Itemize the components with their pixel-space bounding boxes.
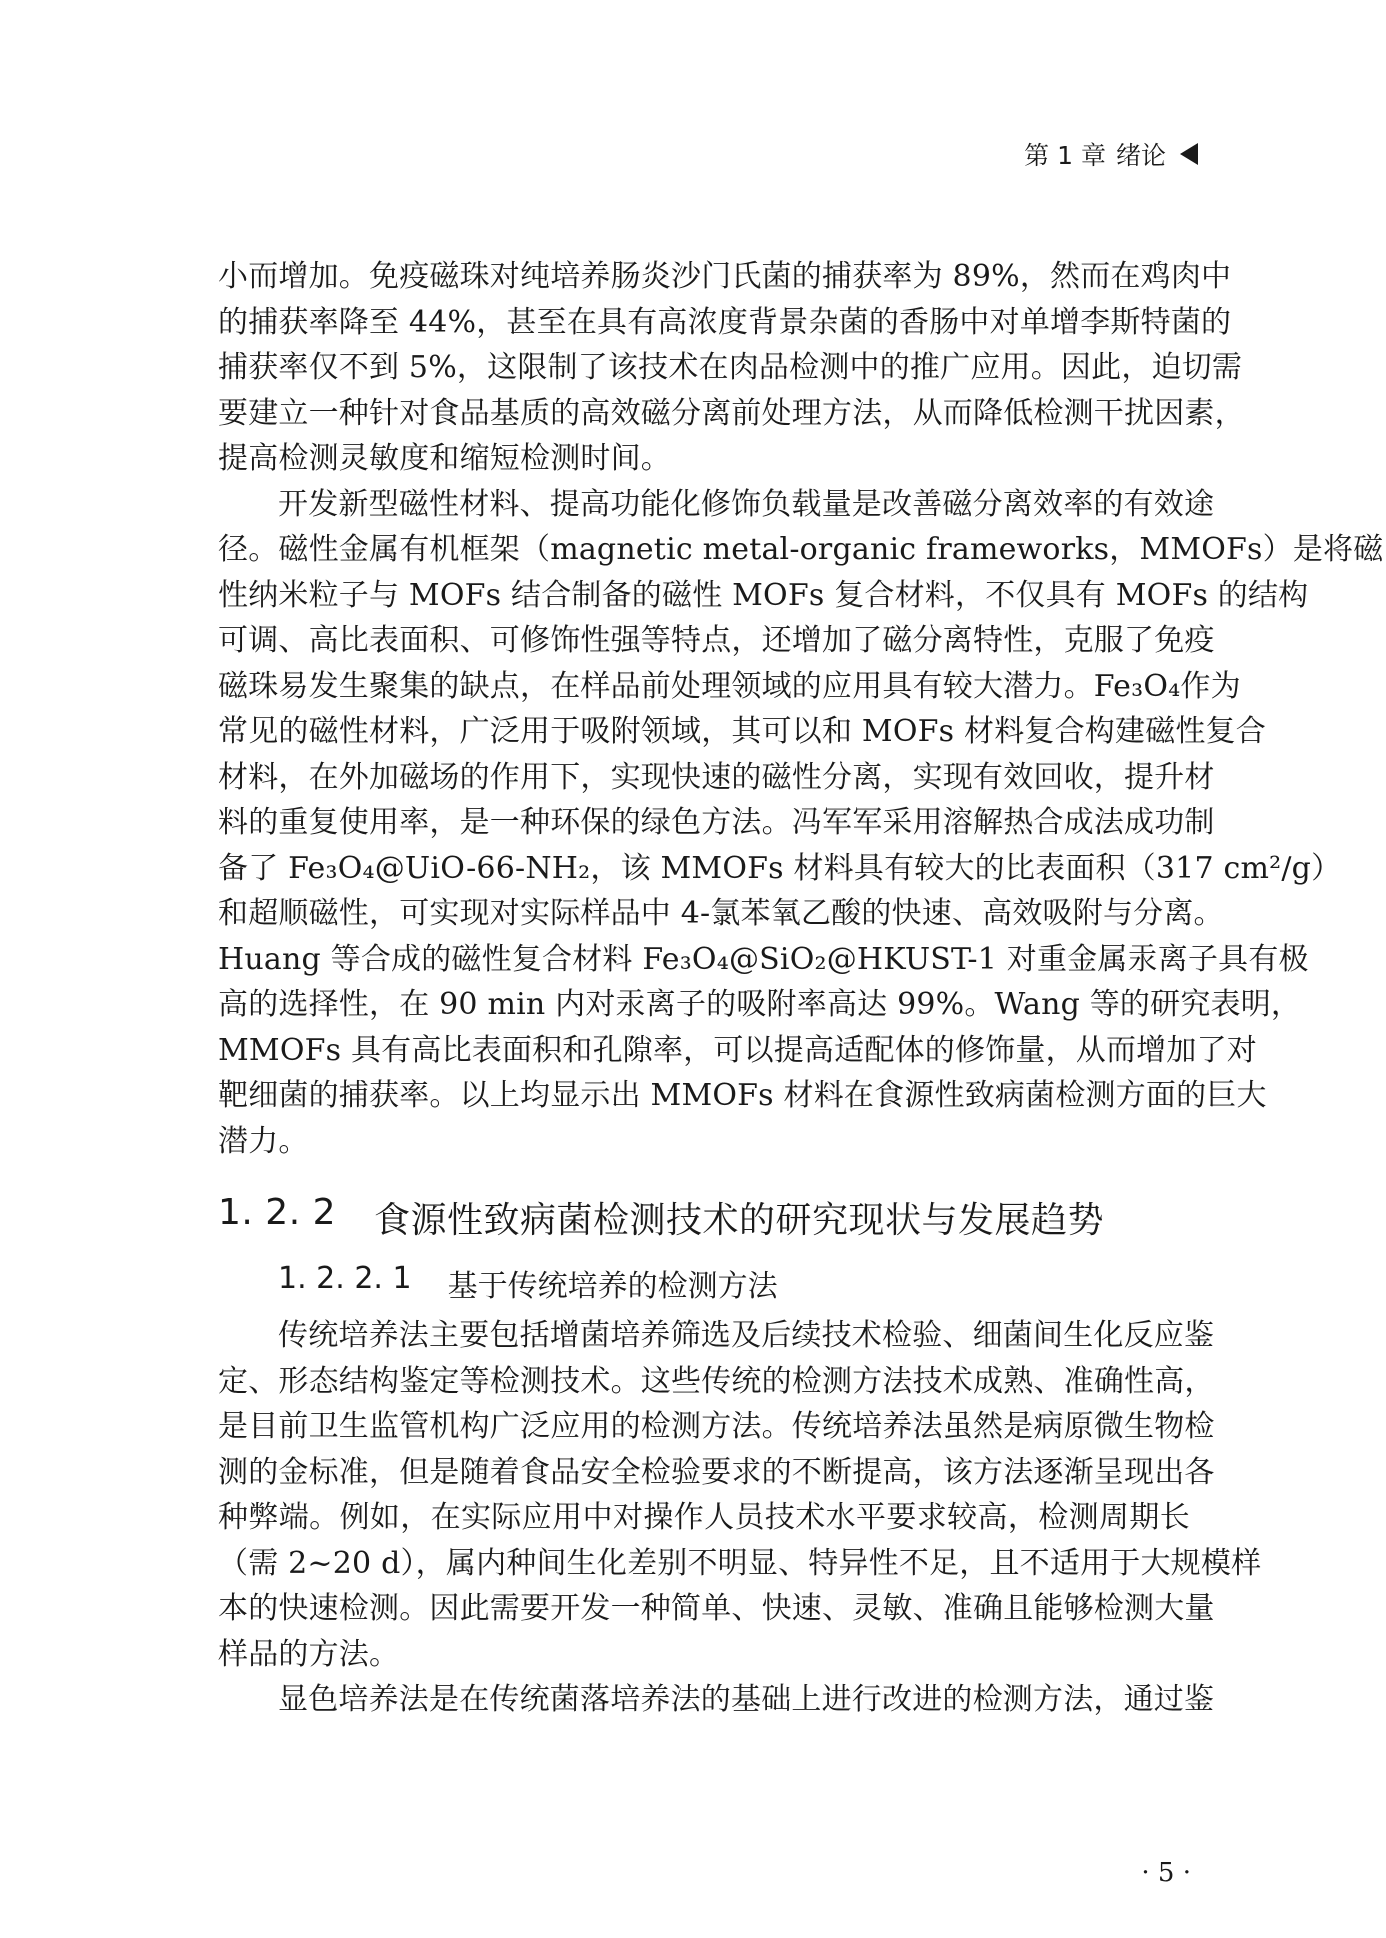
text-line: 材料，在外加磁场的作用下，实现快速的磁性分离，实现有效回收，提升材 xyxy=(218,759,1215,795)
text-line: 传统培养法主要包括增菌培养筛选及后续技术检验、细菌间生化反应鉴 xyxy=(278,1318,1215,1353)
triangle-left-icon xyxy=(1180,143,1198,165)
text-line: 是目前卫生监管机构广泛应用的检测方法。传统培养法虽然是病原微生物检 xyxy=(218,1409,1215,1444)
text-line: 测的金标准，但是随着食品安全检验要求的不断提高，该方法逐渐呈现出各 xyxy=(218,1454,1215,1490)
text-line: 料的重复使用率，是一种环保的绿色方法。冯军军采用溶解热合成法成功制 xyxy=(218,805,1215,840)
subsection-number: 1. 2. 2. 1 xyxy=(278,1261,412,1296)
text-line: 径。磁性金属有机框架（magnetic metal-organic frameworks，MMOFs）是将磁 xyxy=(218,532,1384,567)
subsection-heading xyxy=(278,1261,1190,1305)
text-line: MMOFs 具有高比表面积和孔隙率，可以提高适配体的修饰量，从而增加了对 xyxy=(218,1032,1257,1068)
text-line: 可调、高比表面积、可修饰性强等特点，还增加了磁分离特性，克服了免疫 xyxy=(218,623,1215,658)
text-line: Huang 等合成的磁性复合材料 Fe₃O₄@SiO₂@HKUST-1 对重金属汞离子具有极 xyxy=(218,941,1309,977)
text-line: 提高检测灵敏度和缩短检测时间。 xyxy=(218,441,671,476)
text-line: （需 2~20 d），属内种间生化差别不明显、特异性不足，且不适用于大规模样 xyxy=(218,1545,1262,1581)
text-line: 备了 Fe₃O₄@UiO-66-NH₂，该 MMOFs 材料具有较大的比表面积（317 cm²/g） xyxy=(218,850,1342,886)
body-text-bottom xyxy=(218,1313,1262,1723)
page-body xyxy=(218,254,1384,1723)
paragraph xyxy=(218,1677,1215,1723)
running-header xyxy=(1024,136,1198,172)
subsection-title: 基于传统培养的检测方法 xyxy=(447,1269,778,1304)
chapter-number: 第 1 章 xyxy=(1024,141,1106,170)
page-number: · 5 · xyxy=(1141,1858,1191,1888)
text-line: 捕获率仅不到 5%，这限制了该技术在肉品检测中的推广应用。因此，迫切需 xyxy=(218,350,1243,385)
text-line: 靶细菌的捕获率。以上均显示出 MMOFs 材料在食源性致病菌检测方面的巨大 xyxy=(218,1078,1267,1113)
chapter-title: 绪论 xyxy=(1115,141,1166,170)
text-line: 性纳米粒子与 MOFs 结合制备的磁性 MOFs 复合材料，不仅具有 MOFs 的结构 xyxy=(218,577,1309,613)
paragraph xyxy=(218,254,1245,482)
text-line: 小而增加。免疫磁珠对纯培养肠炎沙门氏菌的捕获率为 89%，然而在鸡肉中 xyxy=(218,259,1232,294)
paragraph xyxy=(218,482,1384,1165)
section-title: 食源性致病菌检测技术的研究现状与发展趋势 xyxy=(374,1200,1105,1241)
text-line: 磁珠易发生聚集的缺点，在样品前处理领域的应用具有较大潜力。Fe₃O₄作为 xyxy=(218,668,1241,704)
text-line: 和超顺磁性，可实现对实际样品中 4-氯苯氧乙酸的快速、高效吸附与分离。 xyxy=(218,896,1224,931)
paragraph xyxy=(218,1313,1262,1677)
section-heading xyxy=(218,1192,1190,1243)
text-line: 显色培养法是在传统菌落培养法的基础上进行改进的检测方法，通过鉴 xyxy=(278,1682,1215,1717)
text-line: 常见的磁性材料，广泛用于吸附领域，其可以和 MOFs 材料复合构建磁性复合 xyxy=(218,714,1266,749)
text-line: 潜力。 xyxy=(218,1123,309,1159)
text-line: 样品的方法。 xyxy=(218,1636,400,1672)
text-line: 本的快速检测。因此需要开发一种简单、快速、灵敏、准确且能够检测大量 xyxy=(218,1591,1215,1626)
text-line: 种弊端。例如，在实际应用中对操作人员技术水平要求较高，检测周期长 xyxy=(218,1500,1190,1535)
text-line: 的捕获率降至 44%，甚至在具有高浓度背景杂菌的香肠中对单增李斯特菌的 xyxy=(218,304,1232,340)
text-line: 高的选择性，在 90 min 内对汞离子的吸附率高达 99%。Wang 等的研究表明， xyxy=(218,987,1302,1022)
text-line: 开发新型磁性材料、提高功能化修饰负载量是改善磁分离效率的有效途 xyxy=(278,486,1215,522)
body-text-top xyxy=(218,254,1384,1164)
section-number: 1. 2. 2 xyxy=(218,1192,336,1233)
text-line: 定、形态结构鉴定等检测技术。这些传统的检测方法技术成熟、准确性高， xyxy=(218,1363,1215,1399)
text-line: 要建立一种针对食品基质的高效磁分离前处理方法，从而降低检测干扰因素， xyxy=(218,395,1245,431)
